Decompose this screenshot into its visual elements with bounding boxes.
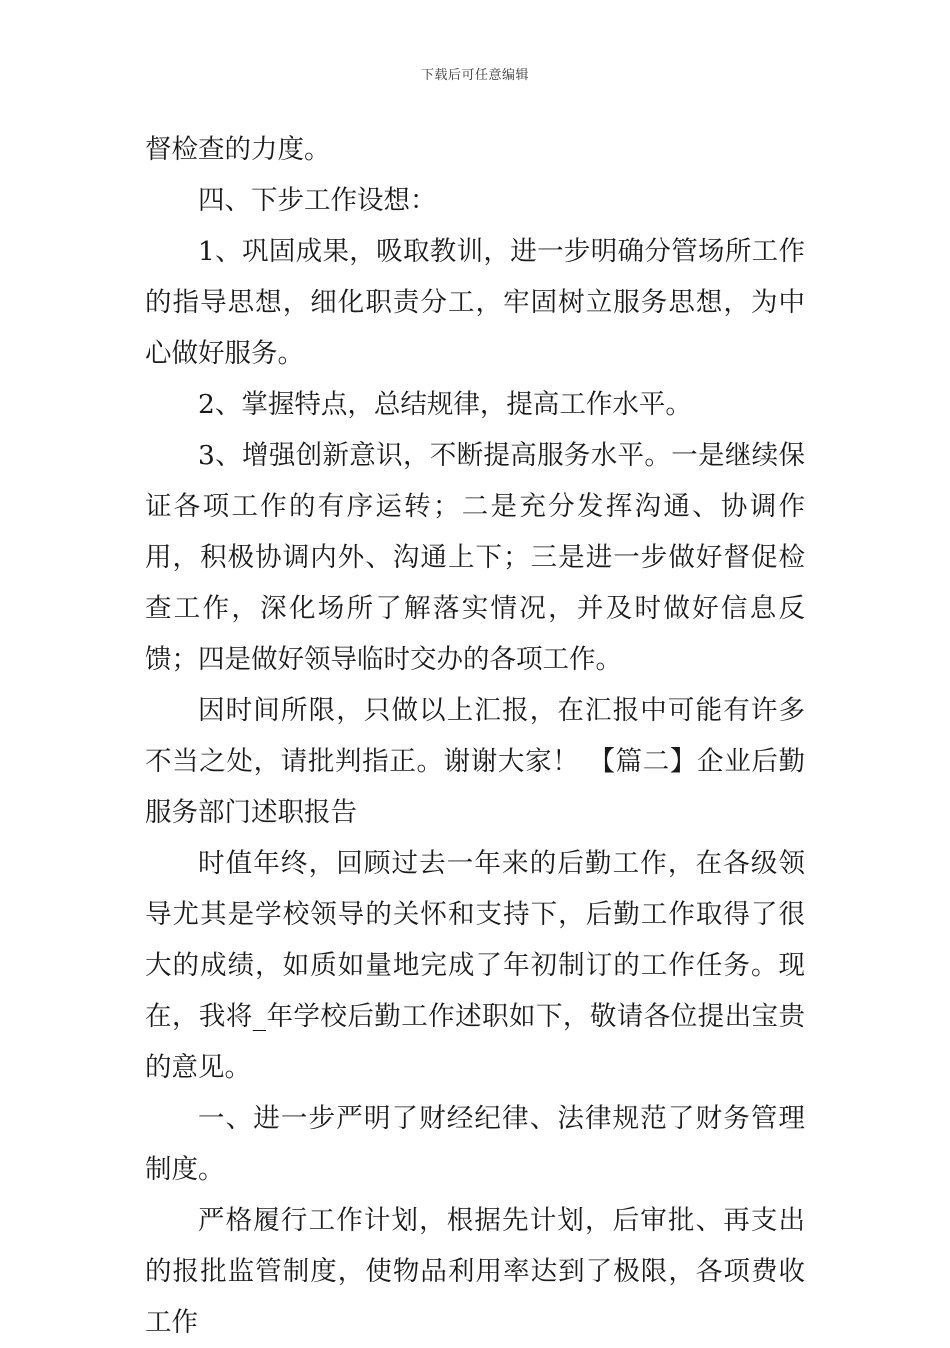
paragraph: 督检查的力度。 bbox=[145, 134, 331, 165]
paragraph: 时值年终，回顾过去一年来的后勤工作，在各级领导尤其是学校领导的关怀和支持下，后勤工作取得了很大的成绩，如质如量地完成了年初制订的工作任务。现在，我将_年学校后勤工作述职如下，敬请各位提出宝贵的意见。 bbox=[145, 848, 805, 1083]
paragraph: 一、进一步严明了财经纪律、法律规范了财务管理制度。 bbox=[145, 1103, 805, 1185]
document-body bbox=[145, 124, 805, 1348]
paragraph: 四、下步工作设想： bbox=[198, 185, 437, 216]
paragraph: 因时间所限，只做以上汇报，在汇报中可能有许多不当之处，请批判指正。谢谢大家！ 【篇二】企业后勤服务部门述职报告 bbox=[145, 695, 805, 828]
paragraph: 2、掌握特点，总结规律，提高工作水平。 bbox=[198, 389, 692, 420]
header-note: 下载后可任意编辑 bbox=[420, 68, 529, 83]
paragraph: 1、巩固成果，吸取教训，进一步明确分管场所工作的指导思想，细化职责分工，牢固树立服务思想，为中心做好服务。 bbox=[145, 236, 805, 369]
paragraph: 严格履行工作计划，根据先计划，后审批、再支出的报批监管制度，使物品利用率达到了极限，各项费收工作 bbox=[145, 1205, 805, 1338]
paragraph: 3、增强创新意识，不断提高服务水平。一是继续保证各项工作的有序运转；二是充分发挥沟通、协调作用，积极协调内外、沟通上下；三是进一步做好督促检查工作，深化场所了解落实情况，并及时做好信息反馈；四是做好领导临时交办的各项工作。 bbox=[145, 440, 805, 675]
